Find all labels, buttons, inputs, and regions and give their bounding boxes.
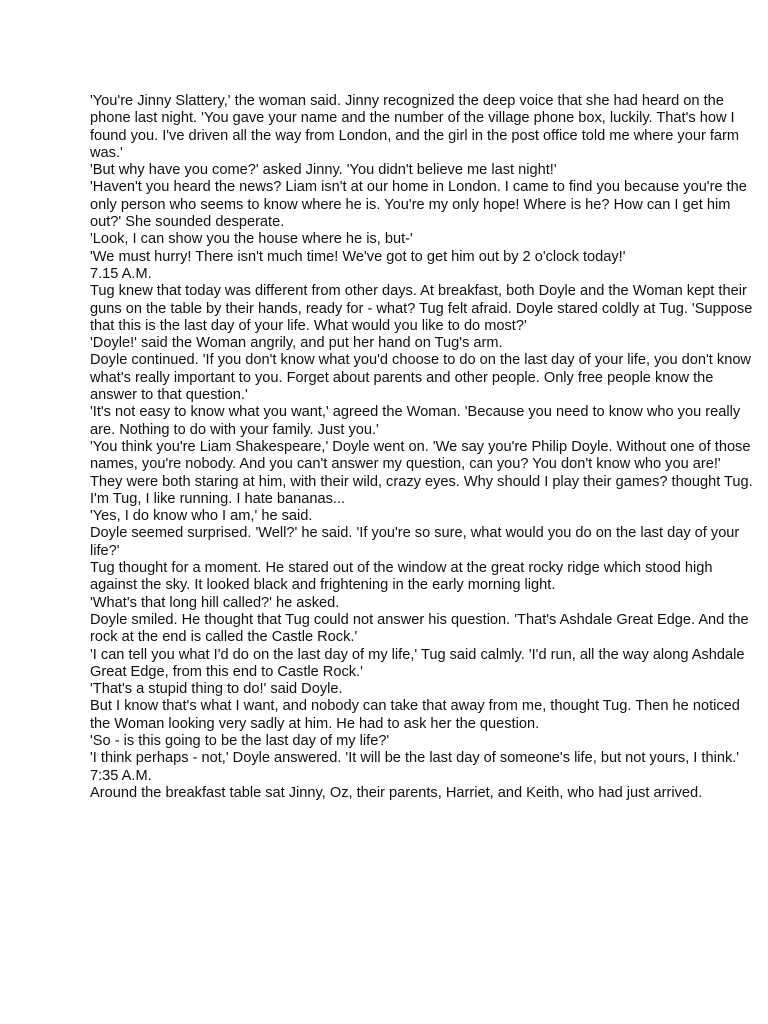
paragraph: Doyle continued. 'If you don't know what you'd choose to do on the last day of your life, you don't know what's really important to you. Forget about parents and other people. Only free people know the answer to that question.' bbox=[90, 352, 751, 404]
paragraph: They were both staring at him, with their wild, crazy eyes. Why should I play their games? thought Tug. I'm Tug, I like running. I hate bananas... bbox=[90, 473, 753, 507]
paragraph: Tug thought for a moment. He stared out of the window at the great rocky ridge which stood high against the sky. It looked black and frightening in the early morning light. bbox=[90, 560, 713, 594]
paragraph: Tug knew that today was different from other days. At breakfast, both Doyle and the Woman kept their guns on the table by their hands, ready for - what? Tug felt afraid. Doyle stared coldly at Tug. 'Suppose that this is the last day of your life. What would you like to do most?' bbox=[90, 283, 753, 334]
paragraph: 'That's a stupid thing to do!' said Doyle. bbox=[90, 681, 343, 698]
paragraph: 'You think you're Liam Shakespeare,' Doyle went on. 'We say you're Philip Doyle. Without one of those names, you're nobody. And you can't answer my question, can you? You don't know who you are!' bbox=[90, 438, 751, 473]
time-heading: 7.15 A.M. bbox=[90, 265, 152, 282]
paragraph: 'So - is this going to be the last day of my life?' bbox=[90, 732, 390, 749]
time-heading: 7:35 A.M. bbox=[90, 767, 152, 784]
paragraph: 'Doyle!' said the Woman angrily, and put her hand on Tug's arm. bbox=[90, 335, 503, 352]
paragraph: Doyle seemed surprised. 'Well?' he said. 'If you're so sure, what would you do on the last day of your life?' bbox=[90, 525, 740, 559]
paragraph: Doyle smiled. He thought that Tug could not answer his question. 'That's Ashdale Great Edge. And the rock at the end is called the Castle Rock.' bbox=[90, 611, 749, 646]
paragraph: 'Yes, I do know who I am,' he said. bbox=[90, 508, 313, 525]
paragraph: 'It's not easy to know what you want,' agreed the Woman. 'Because you need to know who you really are. Nothing to do with your family. Just you.' bbox=[90, 404, 741, 438]
paragraph: 'Haven't you heard the news? Liam isn't at our home in London. I came to find you because you're the only person who seems to know where he is. You're my only hope! Where is he? How can I get him out?' She sounded desperate. bbox=[90, 179, 747, 231]
document-page bbox=[90, 93, 760, 802]
paragraph: 'Look, I can show you the house where he is, but-' bbox=[90, 231, 413, 248]
paragraph: 'But why have you come?' asked Jinny. 'You didn't believe me last night!' bbox=[90, 162, 557, 179]
paragraph: 'What's that long hill called?' he asked. bbox=[90, 594, 340, 611]
paragraph: 'You're Jinny Slattery,' the woman said. Jinny recognized the deep voice that she had heard on the phone last night. 'You gave your name and the number of the village phone box, luckily. That's how I found you. I've driven all the way from London, and the girl in the post office told me where your farm was.' bbox=[90, 93, 740, 161]
paragraph: But I know that's what I want, and nobody can take that away from me, thought Tug. Then he noticed the Woman looking very sadly at him. He had to ask her the question. bbox=[90, 698, 740, 732]
paragraph: 'We must hurry! There isn't much time! We've got to get him out by 2 o'clock today!' bbox=[90, 248, 626, 265]
paragraph: 'I think perhaps - not,' Doyle answered. 'It will be the last day of someone's life, but not yours, I think.' bbox=[90, 750, 740, 767]
paragraph: 'I can tell you what I'd do on the last day of my life,' Tug said calmly. 'I'd run, all the way along Ashdale Great Edge, from this end to Castle Rock.' bbox=[90, 646, 745, 680]
paragraph: Around the breakfast table sat Jinny, Oz, their parents, Harriet, and Keith, who had just arrived. bbox=[90, 784, 703, 801]
